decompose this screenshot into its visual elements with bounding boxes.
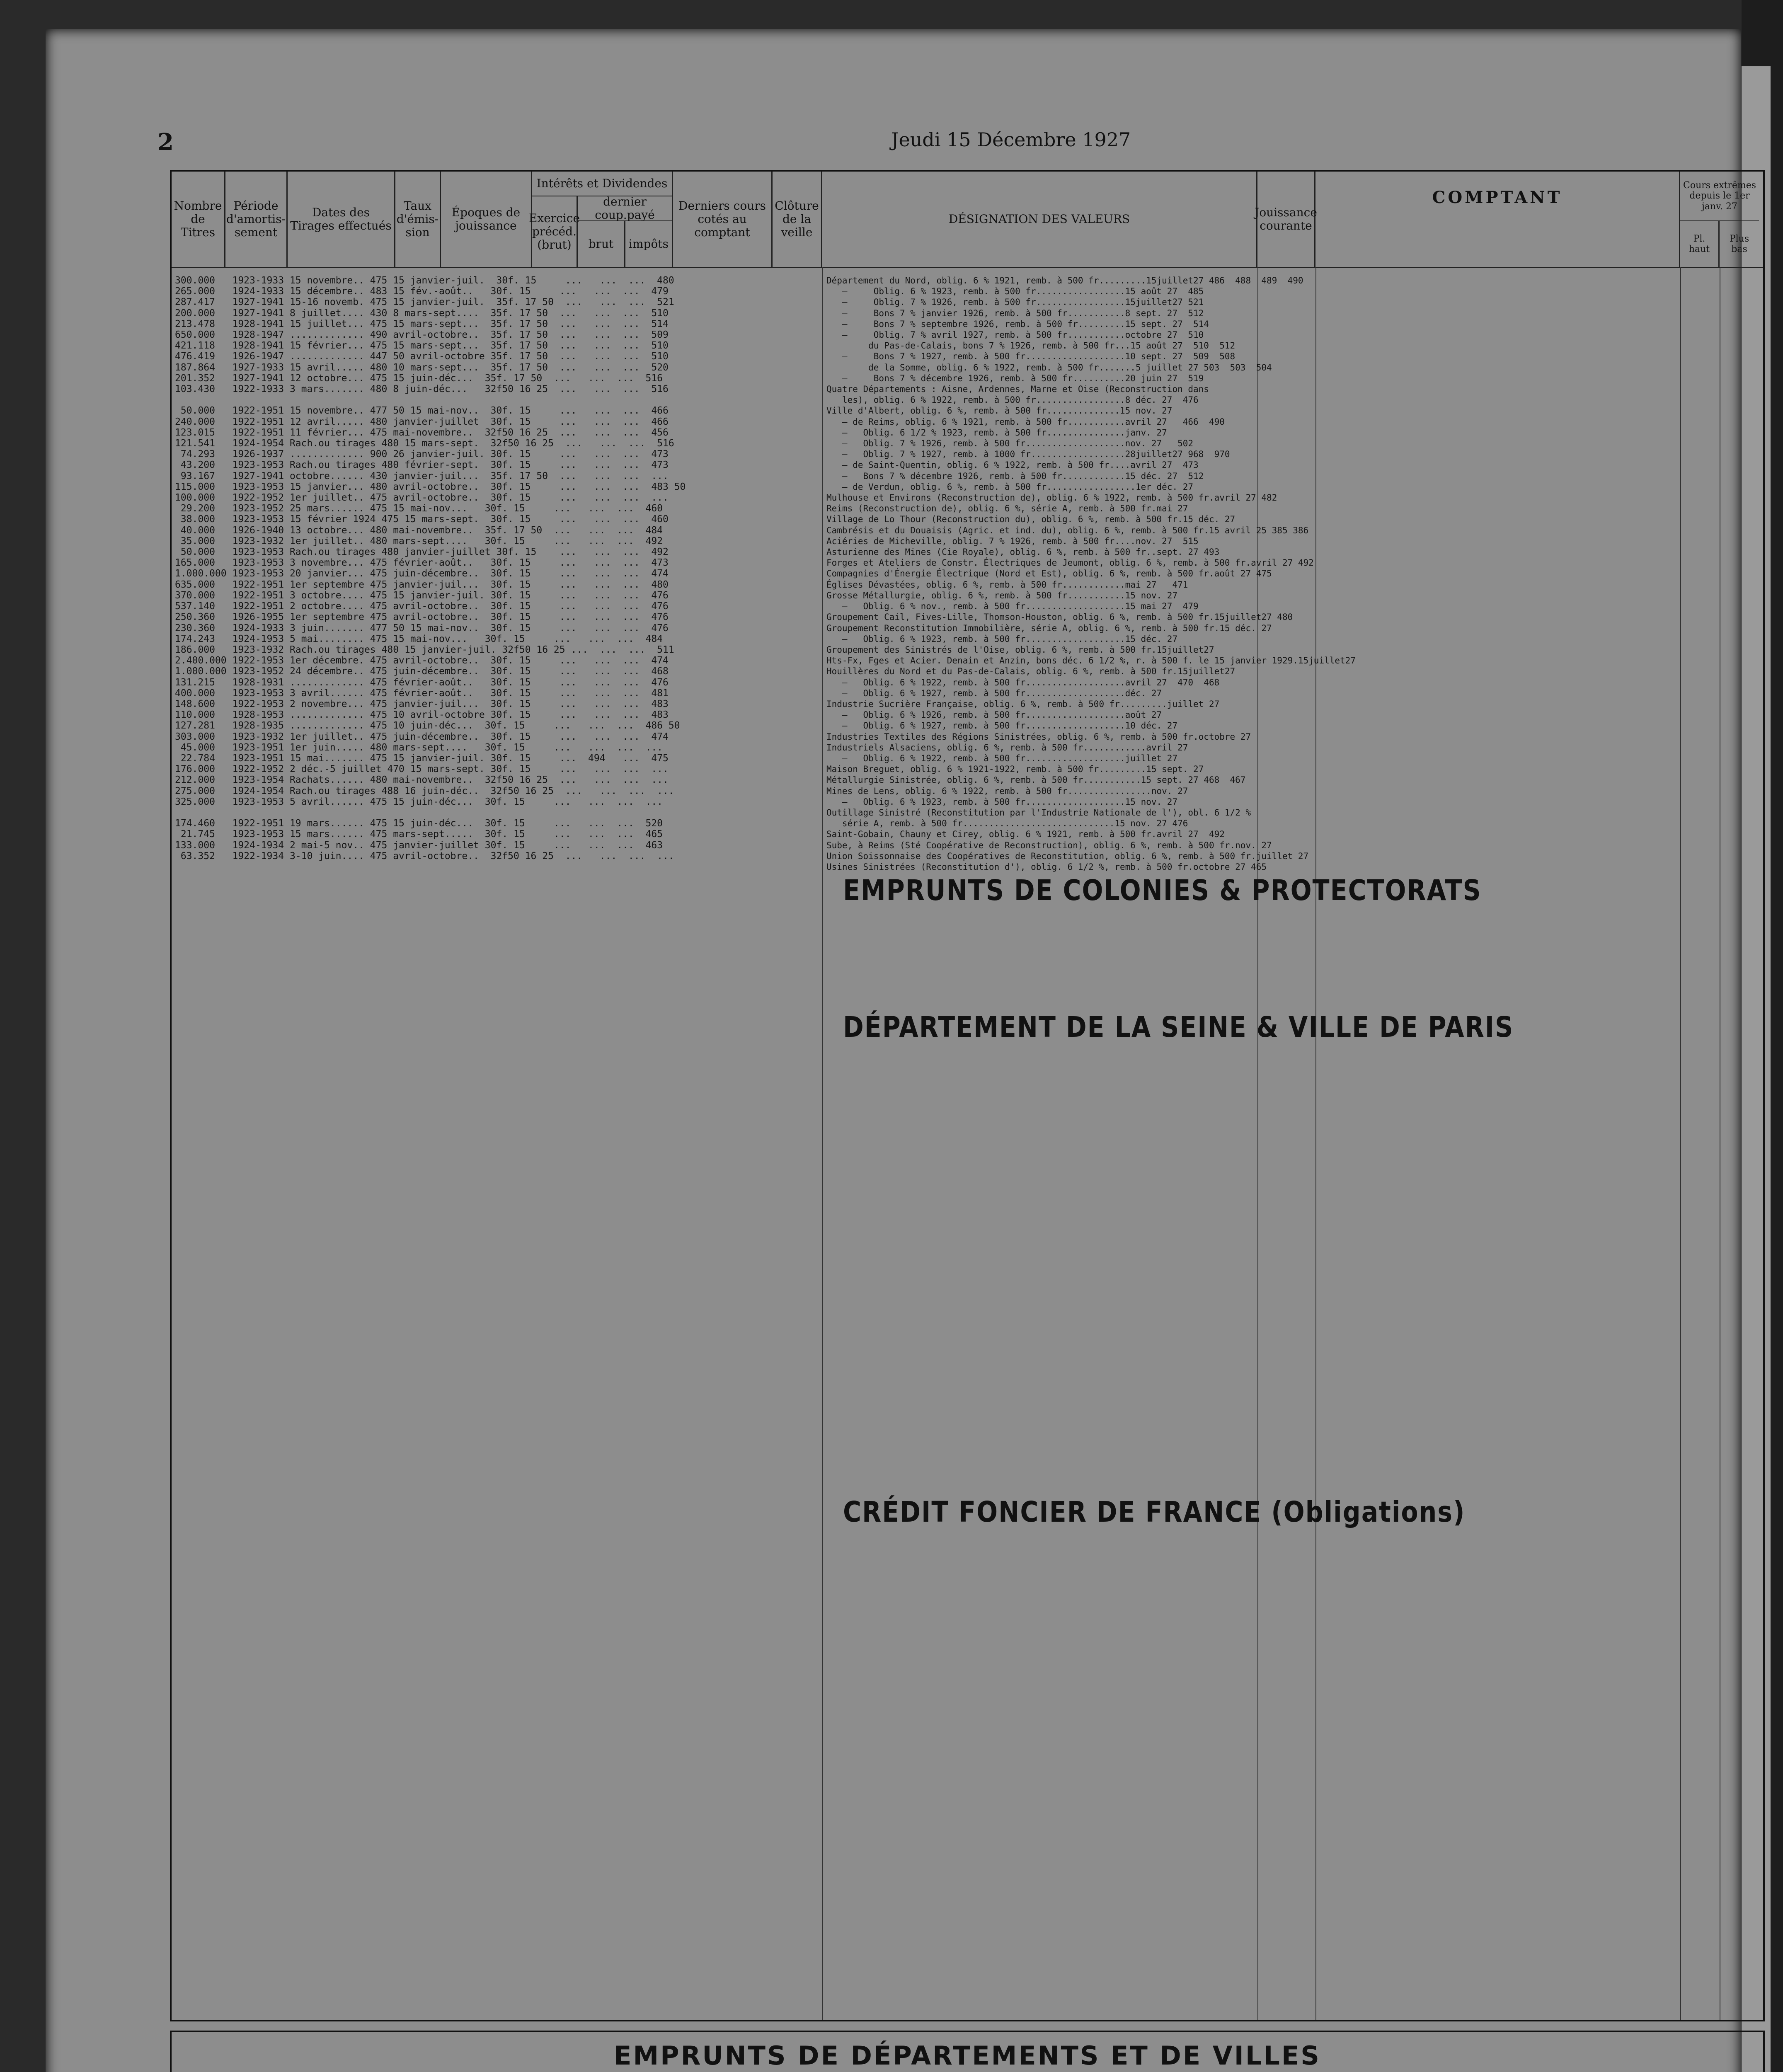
security-row: Aciéries de Micheville, oblig. 7 % 1926, remb. à 500 fr....nov. 27 515 — [826, 536, 1199, 546]
col-dates: Dates des Tirages effectués — [288, 172, 395, 267]
security-row: Ville d'Albert, oblig. 6 %, remb. à 500 fr..............15 nov. 27 — [826, 406, 1183, 416]
quote-row: 303.000 1923-1932 1er juillet.. 475 juin-décembre.. 30f. 15 ... ... ... 474 — [175, 731, 669, 742]
col-jouissance: Jouissance courante — [1257, 172, 1315, 267]
quote-row: 650.000 1928-1947 ............. 490 avril-octobre.. 35f. 17 50 ... ... ... 509 — [175, 329, 669, 341]
quote-row: 200.000 1927-1941 8 juillet.... 430 8 mars-sept.... 35f. 17 50 ... ... ... 510 — [175, 307, 669, 319]
col-dernier: dernier coup.payé — [578, 196, 673, 221]
section-seine: DÉPARTEMENT DE LA SEINE & VILLE DE PARIS — [843, 1010, 1514, 1044]
security-row: — Oblig. 7 % 1926, remb. à 500 fr...................nov. 27 502 — [826, 438, 1194, 449]
quote-row: 45.000 1923-1951 1er juin..... 480 mars-sept.... 30f. 15 ... ... ... ... — [175, 742, 663, 753]
security-row: Hts-Fx, Fges et Acier. Denain et Anzin, bons déc. 6 1/2 %, r. à 500 f. le 15 janvier 1929.15juillet27 — [826, 656, 1361, 666]
quote-row: 537.140 1922-1951 2 octobre.... 475 avril-octobre.. 30f. 15 ... ... ... 476 — [175, 601, 669, 612]
quote-row: 121.541 1924-1954 Rach.ou tirages 480 15 mars-sept. 32f50 16 25 ... ... ... 516 — [175, 438, 674, 449]
col-impots: impôts — [625, 221, 673, 267]
col-epoques: Époques de jouissance — [441, 172, 532, 267]
security-row: Grosse Métallurgie, oblig. 6 %, remb. à 500 fr...........15 nov. 27 — [826, 590, 1183, 600]
quote-row: 29.200 1923-1952 25 mars...... 475 15 mai-nov... 30f. 15 ... ... ... 460 — [175, 503, 663, 514]
col-designation: DÉSIGNATION DES VALEURS — [822, 172, 1257, 267]
col-interets: Intérêts et Dividendes — [532, 172, 673, 196]
quote-row: 287.417 1927-1941 15-16 novemb. 475 15 janvier-juil. 35f. 17 50 ... ... ... 521 — [175, 297, 674, 308]
newspaper-page — [46, 29, 1756, 2072]
security-row: — Oblig. 6 % 1927, remb. à 500 fr...................10 déc. 27 — [826, 721, 1183, 731]
quote-row: 63.352 1922-1934 3-10 juin.... 475 avril-octobre.. 32f50 16 25 ... ... ... ... — [175, 850, 674, 862]
quote-row: 400.000 1923-1953 3 avril...... 475 février-août.. 30f. 15 ... ... ... 481 — [175, 687, 669, 699]
quote-row: 110.000 1928-1953 ............. 475 10 avril-octobre 30f. 15 ... ... ... 483 — [175, 709, 669, 721]
security-row: — Oblig. 7 % avril 1927, remb. à 500 fr...........octobre 27 510 — [826, 330, 1204, 340]
security-row: série A, remb. à 500 fr.............................15 nov. 27 476 — [826, 818, 1188, 829]
quote-row: 635.000 1922-1951 1er septembre 475 janvier-juil... 30f. 15 ... ... ... 480 — [175, 579, 669, 590]
bottom-table — [170, 2031, 1765, 2072]
security-row: — de Reims, oblig. 6 % 1921, remb. à 500 fr...........avril 27 466 490 — [826, 416, 1225, 427]
security-row: Usines Sinistrées (Reconstitution d'), oblig. 6 1/2 %, remb. à 500 fr.octobre 27 465 — [826, 862, 1267, 872]
security-row: Forges et Ateliers de Constr. Électriques de Jeumont, oblig. 6 %, remb. à 500 fr.avril 27 492 — [826, 558, 1314, 568]
quote-row: 1.000.000 1923-1953 20 janvier... 475 juin-décembre.. 30f. 15 ... ... ... 474 — [175, 568, 669, 579]
quote-row — [175, 807, 821, 818]
quote-row: 265.000 1924-1933 15 décembre.. 483 15 fév.-août.. 30f. 15 ... ... ... 479 — [175, 286, 669, 297]
security-row: Cambrésis et du Douaisis (Agric. et ind. du), oblig. 6 %, remb. à 500 fr.15 avril 25 385 386 — [826, 525, 1309, 535]
security-row: — Oblig. 7 % 1927, remb. à 1000 fr..................28juillet27 968 970 — [826, 449, 1230, 460]
quote-row: 127.281 1928-1935 ............. 475 10 juin-déc... 30f. 15 ... ... ... 486 50 — [175, 720, 680, 731]
quote-row: 40.000 1926-1940 13 octobre... 480 mai-novembre.. 35f. 17 50 ... ... ... 484 — [175, 525, 663, 536]
security-row: — Bons 7 % décembre 1926, remb. à 500 fr..........20 juin 27 519 — [826, 373, 1204, 383]
quote-row: 476.419 1926-1947 ............. 447 50 avril-octobre 35f. 17 50 ... ... ... 510 — [175, 351, 669, 362]
quote-row: 1.000.000 1923-1952 24 décembre.. 475 juin-décembre.. 30f. 15 ... ... ... 468 — [175, 666, 669, 677]
quote-row: 165.000 1923-1953 3 novembre... 475 février-août.. 30f. 15 ... ... ... 473 — [175, 557, 669, 569]
page-number: 2 — [157, 128, 174, 156]
security-row: — Oblig. 6 % 1926, remb. à 500 fr...................août 27 — [826, 710, 1173, 720]
security-row: Quatre Départements : Aisne, Ardennes, Marne et Oise (Reconstruction dans — [826, 384, 1209, 395]
security-row: — Oblig. 6 1/2 % 1923, remb. à 500 fr...............janv. 27 — [826, 427, 1178, 438]
security-row: Outillage Sinistré (Reconstitution par l'Industrie Nationale de l'), obl. 6 1/2 % — [826, 807, 1251, 818]
page-date: Jeudi 15 Décembre 1927 — [891, 128, 1131, 151]
col-pl-bas: Plus bas — [1729, 233, 1749, 254]
quote-row: 103.430 1922-1933 3 mars....... 480 8 juin-déc... 32f50 16 25 ... ... ... 516 — [175, 384, 669, 395]
quote-row: 176.000 1922-1952 2 déc.-5 juillet 470 15 mars-sept. 30f. 15 ... ... ... ... — [175, 764, 669, 775]
quote-row — [175, 395, 821, 405]
security-row: Union Soissonnaise des Coopératives de Reconstitution, oblig. 6 %, remb. à 500 fr.juillet 27 — [826, 851, 1314, 861]
security-row: Groupement Cail, Fives-Lille, Thomson-Houston, oblig. 6 %, remb. à 500 fr.15juillet27 480 — [826, 612, 1293, 622]
security-row: Village de Lo Thour (Reconstruction du), oblig. 6 %, remb. à 500 fr.15 déc. 27 — [826, 514, 1240, 525]
security-row: Métallurgie Sinistrée, oblig. 6 %, remb. à 500 fr...........15 sept. 27 468 467 — [826, 775, 1246, 785]
quote-row: 21.745 1923-1953 15 mars...... 475 mars-sept..... 30f. 15 ... ... ... 465 — [175, 829, 663, 840]
security-row: Houillères du Nord et du Pas-de-Calais, oblig. 6 %, remb. à 500 fr.15juillet27 — [826, 666, 1240, 677]
security-row: Saint-Gobain, Chauny et Cirey, oblig. 6 % 1921, remb. à 500 fr.avril 27 492 — [826, 829, 1225, 840]
quote-row: 38.000 1923-1953 15 février 1924 475 15 mars-sept. 30f. 15 ... ... ... 460 — [175, 514, 669, 525]
col-comptant: COMPTANT — [1315, 172, 1680, 267]
col-cloture: Clôture de la veille — [773, 172, 822, 267]
quote-row: 93.167 1927-1941 octobre...... 430 janvier-juil... 35f. 17 50 ... ... ... ... — [175, 470, 669, 482]
security-row: Sube, à Reims (Sté Coopérative de Reconstruction), oblig. 6 %, remb. à 500 fr.nov. 27 — [826, 840, 1277, 850]
security-row: — Oblig. 6 % 1922, remb. à 500 fr...................avril 27 470 468 — [826, 677, 1220, 687]
security-row: Groupement des Sinistrés de l'Oise, oblig. 6 %, remb. à 500 fr.15juillet27 — [826, 644, 1220, 655]
security-row: du Pas-de-Calais, bons 7 % 1926, remb. à 500 fr...15 août 27 510 512 — [826, 341, 1236, 351]
security-row: les), oblig. 6 % 1922, remb. à 500 fr.................8 déc. 27 476 — [826, 395, 1199, 405]
security-row: Églises Dévastées, oblig. 6 %, remb. à 500 fr............mai 27 471 — [826, 579, 1188, 590]
header-rule — [172, 267, 1763, 268]
col-pl-haut: Pl. haut — [1680, 221, 1720, 267]
security-row: — Oblig. 7 % 1926, remb. à 500 fr.................15juillet27 521 — [826, 297, 1204, 307]
col-extremes: Cours extrêmes depuis le 1er janv. 27 — [1680, 172, 1759, 221]
security-row: Industriels Alsaciens, oblig. 6 %, remb. à 500 fr............avril 27 — [826, 742, 1199, 753]
quote-row: 250.360 1926-1955 1er septembre 475 avril-octobre.. 30f. 15 ... ... ... 476 — [175, 612, 669, 623]
security-row: — Oblig. 6 % 1927, remb. à 500 fr...................déc. 27 — [826, 688, 1173, 698]
quote-row: 100.000 1922-1952 1er juillet.. 475 avril-octobre.. 30f. 15 ... ... ... ... — [175, 492, 669, 503]
col-brut: brut — [578, 221, 625, 267]
security-row: — Bons 7 % décembre 1926, remb. à 500 fr............15 déc. 27 512 — [826, 471, 1204, 481]
quote-row: 131.215 1928-1931 ............. 475 février-août.. 30f. 15 ... ... ... 476 — [175, 677, 669, 688]
section-colonies: EMPRUNTS DE COLONIES & PROTECTORATS — [843, 874, 1482, 908]
quote-row: 300.000 1923-1933 15 novembre.. 475 15 janvier-juil. 30f. 15 ... ... ... 480 — [175, 275, 674, 286]
quote-row: 74.293 1926-1937 ............. 900 26 janvier-juil. 30f. 15 ... ... ... 473 — [175, 449, 669, 460]
security-row: Mines de Lens, oblig. 6 % 1922, remb. à 500 fr................nov. 27 — [826, 786, 1199, 796]
col-nombre: Nombre de Titres — [172, 172, 225, 267]
security-row: — Oblig. 6 % 1923, remb. à 500 fr.................15 août 27 485 — [826, 286, 1204, 297]
quote-row: 186.000 1923-1932 Rach.ou tirages 480 15 janvier-juil. 32f50 16 25 ... ... ... 511 — [175, 644, 674, 655]
quote-row: 148.600 1922-1953 2 novembre... 475 janvier-juil... 30f. 15 ... ... ... 483 — [175, 698, 669, 709]
quote-row: 43.200 1923-1953 Rach.ou tirages 480 février-sept. 30f. 15 ... ... ... 473 — [175, 460, 669, 471]
security-row: Asturienne des Mines (Cie Royale), oblig. 6 %, remb. à 500 fr..sept. 27 493 — [826, 547, 1220, 557]
col-exercice: Exercice précéd. (brut) — [532, 196, 578, 267]
security-row: — Bons 7 % janvier 1926, remb. à 500 fr...........8 sept. 27 512 — [826, 308, 1204, 318]
quote-row: 213.478 1928-1941 15 juillet... 475 15 mars-sept... 35f. 17 50 ... ... ... 514 — [175, 318, 669, 329]
quote-row: 50.000 1923-1953 Rach.ou tirages 480 janvier-juillet 30f. 15 ... ... ... 492 — [175, 547, 669, 558]
quote-row: 115.000 1923-1953 15 janvier... 480 avril-octobre.. 30f. 15 ... ... ... 483 50 — [175, 481, 686, 492]
section-credit-foncier: CRÉDIT FONCIER DE FRANCE (Obligations) — [843, 1495, 1466, 1529]
security-row: — Bons 7 % septembre 1926, remb. à 500 fr.........15 sept. 27 514 — [826, 319, 1209, 329]
security-row: Reims (Reconstruction de), oblig. 6 %, série A, remb. à 500 fr.mai 27 — [826, 503, 1194, 514]
divider — [1680, 267, 1681, 2020]
quote-row: 174.243 1924-1953 5 mai........ 475 15 mai-nov... 30f. 15 ... ... ... 484 — [175, 633, 663, 644]
security-row: — Oblig. 6 % 1922, remb. à 500 fr...................juillet 27 — [826, 753, 1183, 763]
quote-row: 212.000 1923-1954 Rachats...... 480 mai-novembre.. 32f50 16 25 ... ... ... ... — [175, 775, 669, 786]
security-row: — de Verdun, oblig. 6 %, remb. à 500 fr.................1er déc. 27 — [826, 482, 1199, 492]
quote-row: 370.000 1922-1951 3 octobre.... 475 15 janvier-juil. 30f. 15 ... ... ... 476 — [175, 590, 669, 601]
quote-row: 35.000 1923-1932 1er juillet.. 480 mars-sept.... 30f. 15 ... ... ... 492 — [175, 535, 663, 547]
security-row: — Oblig. 6 % nov., remb. à 500 fr...................15 mai 27 479 — [826, 601, 1199, 612]
security-row: Industries Textiles des Régions Sinistrées, oblig. 6 %, remb. à 500 fr.octobre 27 — [826, 731, 1256, 742]
col-derniers-cours: Derniers cours cotés au comptant — [673, 172, 773, 267]
col-periode: Période d'amortis-sement — [225, 172, 288, 267]
quote-row: 22.784 1923-1951 15 mai....... 475 15 janvier-juil. 30f. 15 ... 494 ... 475 — [175, 753, 669, 764]
quote-row: 201.352 1927-1941 12 octobre... 475 15 juin-déc... 35f. 17 50 ... ... ... 516 — [175, 373, 663, 384]
quote-row: 174.460 1922-1951 19 mars...... 475 15 juin-déc... 30f. 15 ... ... ... 520 — [175, 818, 663, 829]
quote-row: 2.400.000 1922-1953 1er décembre. 475 avril-octobre.. 30f. 15 ... ... ... 474 — [175, 655, 669, 666]
security-row: Maison Breguet, oblig. 6 % 1921-1922, remb. à 500 fr.........15 sept. 27 — [826, 764, 1209, 775]
security-row: Compagnies d'Énergie Électrique (Nord et Est), oblig. 6 %, remb. à 500 fr.août 27 475 — [826, 569, 1272, 579]
security-row: Industrie Sucrière Française, oblig. 6 %, remb. à 500 fr.........juillet 27 — [826, 699, 1225, 709]
bottom-title: EMPRUNTS DE DÉPARTEMENTS ET DE VILLES — [614, 2041, 1321, 2071]
security-row: — Oblig. 6 % 1923, remb. à 500 fr...................15 déc. 27 — [826, 634, 1183, 644]
quote-row: 230.360 1924-1933 3 juin....... 477 50 15 mai-nov.. 30f. 15 ... ... ... 476 — [175, 622, 669, 634]
quotes-table — [170, 170, 1765, 2021]
security-row: de la Somme, oblig. 6 % 1922, remb. à 500 fr.......5 juillet 27 503 503 504 — [826, 362, 1272, 373]
quote-row: 133.000 1924-1934 2 mai-5 nov.. 475 janvier-juillet 30f. 15 ... ... ... 463 — [175, 840, 663, 851]
quote-row: 275.000 1924-1954 Rach.ou tirages 488 16 juin-déc.. 32f50 16 25 ... ... ... ... — [175, 785, 674, 796]
divider — [822, 267, 823, 2020]
security-row: Département du Nord, oblig. 6 % 1921, remb. à 500 fr.........15juillet27 486 488 489 490 — [826, 276, 1303, 286]
quote-row: 421.118 1928-1941 15 février... 475 15 mars-sept... 35f. 17 50 ... ... ... 510 — [175, 340, 669, 351]
security-row: — de Saint-Quentin, oblig. 6 % 1922, remb. à 500 fr....avril 27 473 — [826, 460, 1199, 470]
quote-row: 50.000 1922-1951 15 novembre.. 477 50 15 mai-nov.. 30f. 15 ... ... ... 466 — [175, 405, 669, 416]
quote-row: 187.864 1927-1933 15 avril..... 480 10 mars-sept... 35f. 17 50 ... ... ... 520 — [175, 362, 669, 373]
left-quote-rows — [175, 275, 821, 980]
security-row: Mulhouse et Environs (Reconstruction de), oblig. 6 % 1922, remb. à 500 fr.avril 27 482 — [826, 493, 1277, 503]
security-row: — Bons 7 % 1927, remb. à 500 fr...................10 sept. 27 509 508 — [826, 351, 1236, 362]
security-row: — Oblig. 6 % 1923, remb. à 500 fr...................15 nov. 27 — [826, 796, 1183, 807]
col-taux: Taux d'émis-sion — [395, 172, 441, 267]
quote-row: 123.015 1922-1951 11 février... 475 mai-novembre.. 32f50 16 25 ... ... ... 456 — [175, 427, 669, 438]
quote-row: 325.000 1923-1953 5 avril...... 475 15 juin-déc... 30f. 15 ... ... ... ... — [175, 796, 663, 807]
quote-row: 240.000 1922-1951 12 avril..... 480 janvier-juillet 30f. 15 ... ... ... 466 — [175, 416, 669, 427]
security-row: Groupement Reconstitution Immobilière, série A, oblig. 6 %, remb. à 500 fr.15 déc. 27 — [826, 623, 1277, 633]
